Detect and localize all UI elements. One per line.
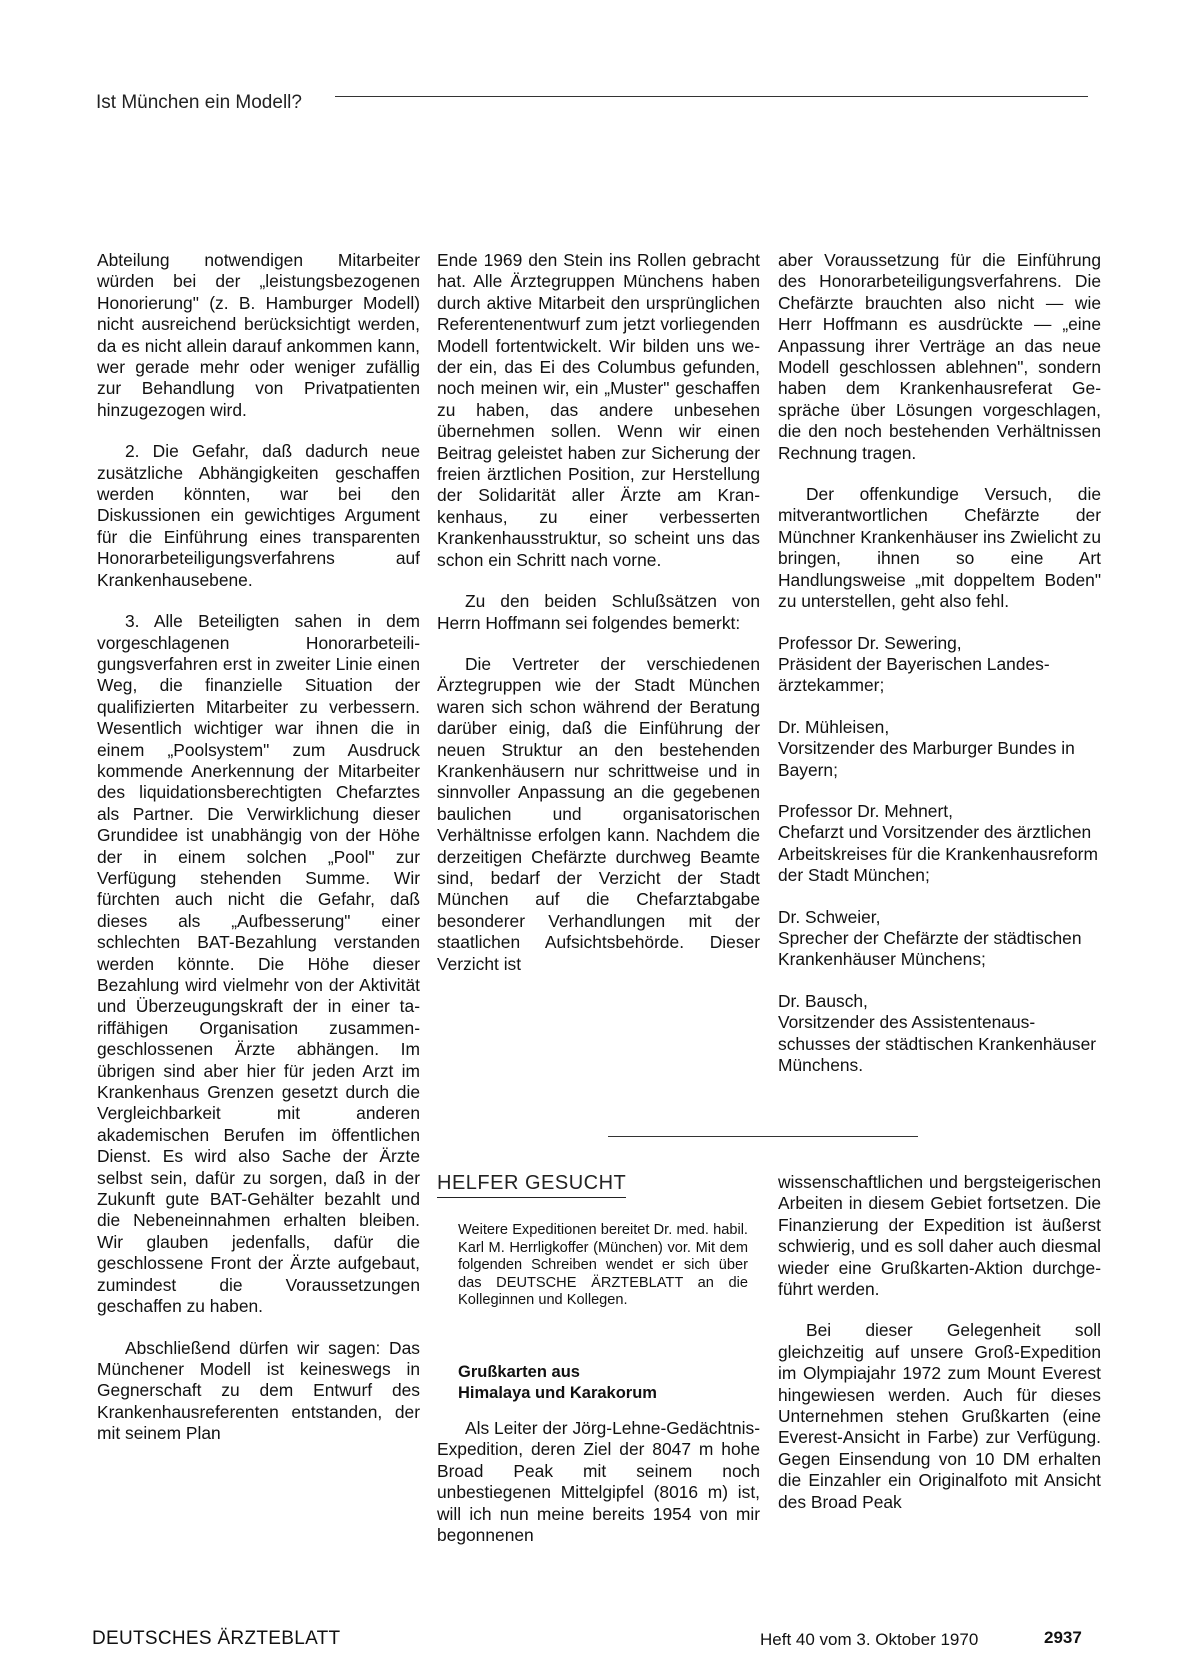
helfer-subheading xyxy=(458,1362,657,1404)
signatory-name: Professor Dr. Sewering, xyxy=(778,632,962,653)
column-3 xyxy=(778,250,1101,1096)
footer-page-number: 2937 xyxy=(1044,1628,1082,1647)
helfer-body xyxy=(437,1418,760,1546)
signatory-role: Chefarzt und Vorsitzender des ärztlichen Arbeitskreises für die Krankenhausreform der Stadt München; xyxy=(778,822,1098,886)
signatory xyxy=(778,991,1101,1077)
col1-paragraph-2: 2. Die Gefahr, daß dadurch neue zusätzliche Abhängigkeiten geschaffen werden könnten, war bei den Diskussionen ein gewichtiges Argument für die Einführung eines transparenten Honorarbeteiligungsverfahrens auf Krankenhausebene. xyxy=(97,441,420,590)
col1-paragraph-1: Abteilung notwendigen Mitarbeiter würden bei der „leistungsbezogenen Honorierung" (z. B. Hamburger Modell) nicht ausreichend berücksichtigt werden, da es nicht allein darauf ankommen kann, wer gerade mehr oder weniger zufällig zur Behandlung von Privatpatienten hinzugezogen wird. xyxy=(97,250,420,420)
signatory-role: Sprecher der Chefärzte der städtischen Krankenhäuser Münchens; xyxy=(778,927,1082,970)
running-header: Ist München ein Modell? xyxy=(96,92,302,113)
signatory-role: Vorsitzender des Marburger Bundes in Bayern; xyxy=(778,738,1075,780)
col1-paragraph-4: Abschließend dürfen wir sagen: Das Münchener Modell ist keineswegs in Gegnerschaft zu dem Entwurf des Krankenhausreferenten entstanden, der mit seinem Plan xyxy=(97,1337,420,1444)
signatory-name: Dr. Bausch, xyxy=(778,990,868,1011)
helfer-heading: HELFER GESUCHT xyxy=(437,1172,626,1198)
header-rule xyxy=(335,96,1088,97)
signatory xyxy=(778,717,1101,781)
footer-journal-name: DEUTSCHES ÄRZTEBLATT xyxy=(92,1628,341,1649)
col3-paragraph-2: Der offenkundige Versuch, die mitverantwortlichen Chefärzte der Münchner Krankenhäuser ins Zwielicht zu bringen, ihnen so eine Art Handlungsweise „mit doppeltem Boden" zu unterstellen, geht also fehl. xyxy=(778,484,1101,612)
col2-paragraph-3: Die Vertreter der verschiedenen Ärztegruppen wie der Stadt München waren sich schon während der Beratung darüber einig, daß die Einführung der neuen Struktur an den bestehenden Krankenhäusern nur schrittweise und in sinnvoller Anpassung an die gegebenen baulichen und organisatorischen Verhältnisse erfolgen kann. Nachdem die derzeitigen Chefärzte durchweg Beamte sind, bedarf der Verzicht der Stadt München auf die Chefarztabgabe besonderer Verhandlungen mit der staatlichen Aufsichtsbehörde. Dieser Verzicht ist xyxy=(437,653,760,974)
col3-paragraph-1: aber Voraussetzung für die Einführung des Honorarbeteiligungsverfahrens. Die Chefärzte brauchten also nicht — wie Herr Hoffmann es ausdrückte — „eine Anpassung ihrer Verträge an das neue Modell geschlossen ablehnen", sondern haben dem Krankenhausreferat Gespräche über Lösungen vorgeschlagen, die den noch bestehenden Verhältnissen Rechnung tragen. xyxy=(778,250,1101,463)
signatory xyxy=(778,801,1101,887)
signatory xyxy=(778,907,1101,971)
signatory xyxy=(778,633,1101,697)
subheading-line-2: Himalaya und Karakorum xyxy=(458,1384,657,1402)
col2-paragraph-1: Ende 1969 den Stein ins Rollen gebracht hat. Alle Ärztegruppen Münchens haben durch aktive Mitarbeit den ursprünglichen Referentenentwurf zum jetzt vorliegenden Modell fortentwickelt. Wir bilden uns weder ein, das Ei des Columbus gefunden, noch meinen wir, ein „Muster" geschaffen zu haben, das andere unbesehen übernehmen sollen. Wenn wir einen Beitrag geleistet haben zur Sicherung der freien ärztlichen Position, zur Herstellung der Solidarität aller Ärzte am Krankenhaus, zu einer verbesserten Krankenhausstruktur, so scheint uns das schon ein Schritt nach vorne. xyxy=(437,250,760,570)
signatory-name: Professor Dr. Mehnert, xyxy=(778,800,953,821)
signatory-name: Dr. Mühleisen, xyxy=(778,716,890,737)
helfer-col3-paragraph-1: wissenschaftlichen und bergsteigerischen Arbeiten in diesem Gebiet fortsetzen. Die Finanzierung der Expedition ist äußerst schwierig, und es soll daher auch diesmal wieder eine Grußkarten-Aktion durchgeführt werden. xyxy=(778,1172,1101,1300)
helfer-paragraph-1: Als Leiter der Jörg-Lehne-Gedächtnis-Expedition, deren Ziel der 8047 m hohe Broad Peak mit seinem noch unbestiegenen Mittelgipfel (8016 m) ist, will ich nun meine bereits 1954 von mir begonnenen xyxy=(437,1418,760,1546)
col1-paragraph-3: 3. Alle Beteiligten sahen in dem vorgeschlagenen Honorarbeteiligungsverfahren erst in zweiter Linie einen Weg, die finanzielle Situation der qualifizierten Mitarbeiter zu verbessern. Wesentlich wichtiger war ihnen die in einem „Poolsystem" zum Ausdruck kommende Anerkennung der Mitarbeiter des liquidationsberechtigten Chefarztes als Partner. Die Verwirklichung dieser Grundidee ist unabhängig von der Höhe der in einem solchen „Pool" zur Verfügung stehenden Summe. Wir fürchten auch nicht die Gefahr, daß dieses als „Aufbesserung" einer schlechten BAT-Bezahlung verstanden werden könnte. Die Höhe dieser Bezahlung wird vielmehr von der Aktivität und Überzeugungskraft der in einer tariffähigen Organisation zusammengeschlossenen Ärzte abhängen. Im übrigen sind aber hier für jeden Arzt im Krankenhaus Grenzen gesetzt durch die Vergleichbarkeit mit anderen akademischen Berufen im öffentlichen Dienst. Es wird also Sache der Ärzte selbst sein, dafür zu sorgen, daß in der Zukunft gute BAT-Gehälter bezahlt und die Nebeneinnahmen erhalten bleiben. Wir glauben jedenfalls, dafür die geschlossene Front der Ärzte aufgebaut, zumindest die Voraussetzungen geschaffen zu haben. xyxy=(97,611,420,1317)
col2-paragraph-2: Zu den beiden Schlußsätzen von Herrn Hoffmann sei folgendes bemerkt: xyxy=(437,591,760,633)
section-divider xyxy=(608,1136,918,1137)
helfer-col3-paragraph-2: Bei dieser Gelegenheit soll gleichzeitig auf unsere Groß-Expedition im Olympiajahr 1972 zum Mount Everest hingewiesen werden. Auch für dieses Unternehmen stehen Grußkarten (eine Everest-Ansicht in Farbe) zur Verfügung. Gegen Einsendung von 10 DM erhalten die Einzahler ein Originalfoto mit Ansicht des Broad Peak xyxy=(778,1320,1101,1512)
signatory-name: Dr. Schweier, xyxy=(778,906,881,927)
footer-issue-info: Heft 40 vom 3. Oktober 1970 xyxy=(760,1630,979,1649)
helfer-heading-wrap xyxy=(437,1172,760,1198)
subheading-line-1: Grußkarten aus xyxy=(458,1363,580,1381)
helfer-intro: Weitere Expeditionen bereitet Dr. med. habil. Karl M. Herrligkoffer (München) vor. Mit dem folgenden Schreiben wendet er sich über das DEUTSCHE ÄRZTEBLATT an die Kolleginnen und Kollegen. xyxy=(458,1222,748,1309)
column-2 xyxy=(437,250,760,995)
signatory-role: Präsident der Bayerischen Landesärztekammer; xyxy=(778,653,1050,696)
column-1 xyxy=(97,250,420,1465)
signatory-role: Vorsitzender des Assistentenausschusses der städtischen Krankenhäuser Münchens. xyxy=(778,1012,1097,1075)
helfer-column-3 xyxy=(778,1172,1101,1533)
